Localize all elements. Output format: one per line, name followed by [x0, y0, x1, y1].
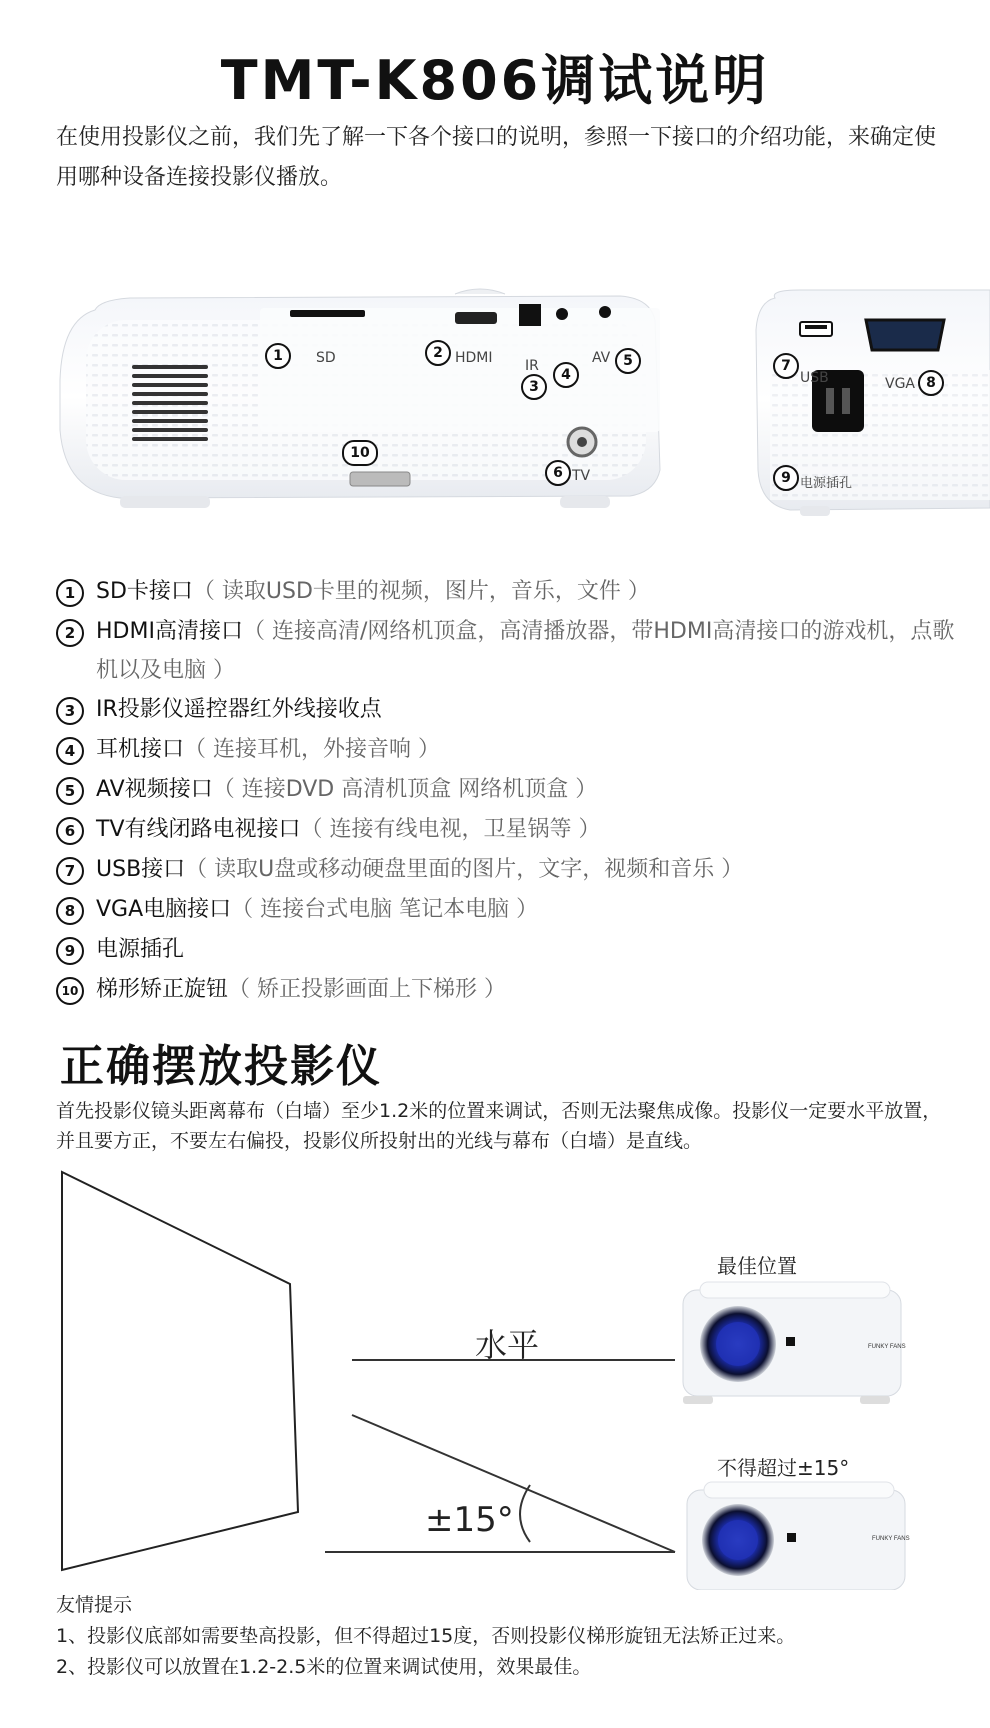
- feature-desc: （ 连接DVD 高清机顶盒 网络机顶盒 ）: [212, 777, 598, 802]
- feature-desc: （ 连接有线电视，卫星锅等 ）: [300, 817, 601, 842]
- port-marker-2: 2: [425, 340, 451, 366]
- projector-level-image: [683, 1282, 901, 1404]
- list-item: [56, 810, 956, 850]
- label-sd: SD: [316, 350, 336, 366]
- feature-name: USB接口: [96, 857, 186, 882]
- port-marker-8: 8: [918, 370, 944, 396]
- projector-illustration: [0, 270, 990, 570]
- list-item: [56, 690, 956, 730]
- feature-desc: （ 矫正投影画面上下梯形 ）: [228, 977, 507, 1002]
- feature-name: SD卡接口: [96, 579, 193, 604]
- port-diagram: [0, 270, 990, 570]
- tip-item: 1、投影仪底部如需要垫高投影，但不得超过15度，否则投影仪梯形旋钮无法矫正过来。: [56, 1625, 796, 1647]
- number-badge: 8: [56, 897, 84, 925]
- label-tv: TV: [572, 468, 591, 484]
- list-item: [56, 930, 956, 970]
- feature-name: 梯形矫正旋钮: [96, 977, 229, 1002]
- brand-mark-1: FUNKY FANS: [868, 1344, 906, 1350]
- list-item: [56, 770, 956, 810]
- port-marker-1: 1: [265, 343, 291, 369]
- list-item: [56, 890, 956, 930]
- page-title: TMT-K806调试说明: [220, 49, 770, 112]
- placement-paragraph: 首先投影仪镜头距离幕布（白墙）至少1.2米的位置来调试，否则无法聚焦成像。投影仪一定要水平放置，并且要方正，不要左右偏投，投影仪所投射出的光线与幕布（白墙）是直线。: [56, 1100, 942, 1152]
- label-av: AV: [592, 350, 611, 366]
- list-item: [56, 850, 956, 890]
- angle-arc: [520, 1485, 530, 1542]
- feature-desc: （ 连接耳机，外接音响 ）: [184, 737, 441, 762]
- port-marker-6: 6: [545, 460, 571, 486]
- number-badge: 6: [56, 817, 84, 845]
- screen-wall: [62, 1172, 298, 1570]
- label-vga: VGA: [885, 376, 916, 392]
- port-marker-3: 3: [521, 374, 547, 400]
- limit-label: 不得超过±15°: [717, 1456, 850, 1480]
- level-label: 水平: [475, 1326, 540, 1364]
- number-badge: 1: [56, 579, 84, 607]
- best-position-label: 最佳位置: [717, 1254, 797, 1278]
- list-item: [56, 612, 956, 690]
- feature-name: IR投影仪遥控器红外线接收点: [96, 697, 382, 722]
- feature-name: TV有线闭路电视接口: [96, 817, 301, 842]
- feature-desc: （ 读取USD卡里的视频，图片，音乐，文件 ）: [192, 579, 650, 604]
- feature-name: 耳机接口: [96, 737, 185, 762]
- port-marker-9: 9: [773, 465, 799, 491]
- tip-item: 2、投影仪可以放置在1.2-2.5米的位置来调试使用，效果最佳。: [56, 1656, 592, 1678]
- feature-name: 电源插孔: [96, 937, 185, 962]
- tips-block: [56, 1590, 946, 1683]
- feature-name: VGA电脑接口: [96, 897, 232, 922]
- port-marker-5: 5: [615, 348, 641, 374]
- number-badge: 5: [56, 777, 84, 805]
- number-badge: 4: [56, 737, 84, 765]
- number-badge: 2: [56, 619, 84, 647]
- label-power: 电源插孔: [800, 476, 853, 491]
- feature-desc: （ 连接高清/网络机顶盒，高清播放器，带HDMI高清接口的游戏机，点歌机以及电脑 ）: [96, 619, 955, 683]
- list-item: [56, 730, 956, 770]
- feature-desc: （ 读取U盘或移动硬盘里面的图片，文字，视频和音乐 ）: [185, 857, 744, 882]
- number-badge: 7: [56, 857, 84, 885]
- intro-paragraph: 在使用投影仪之前，我们先了解一下各个接口的说明，参照一下接口的介绍功能，来确定使用哪种设备连接投影仪播放。: [56, 125, 937, 190]
- port-feature-list: [56, 572, 956, 1010]
- feature-desc: （ 连接台式电脑 笔记本电脑 ）: [231, 897, 539, 922]
- list-item: [56, 970, 956, 1010]
- brand-mark-2: FUNKY FANS: [872, 1536, 910, 1542]
- port-marker-10: 10: [342, 440, 378, 466]
- label-ir: IR: [525, 358, 539, 374]
- number-badge: 3: [56, 697, 84, 725]
- port-marker-4: 4: [553, 362, 579, 388]
- feature-name: AV视频接口: [96, 777, 213, 802]
- section-heading: 正确摆放投影仪: [60, 1041, 382, 1092]
- label-hdmi: HDMI: [455, 350, 493, 366]
- port-marker-7: 7: [773, 353, 799, 379]
- number-badge: 10: [56, 977, 84, 1005]
- tips-heading: 友情提示: [56, 1594, 133, 1616]
- label-usb: USB: [800, 370, 829, 386]
- angle-label: ±15°: [425, 1500, 514, 1540]
- list-item: [56, 572, 956, 612]
- number-badge: 9: [56, 937, 84, 965]
- feature-name: HDMI高清接口: [96, 619, 243, 644]
